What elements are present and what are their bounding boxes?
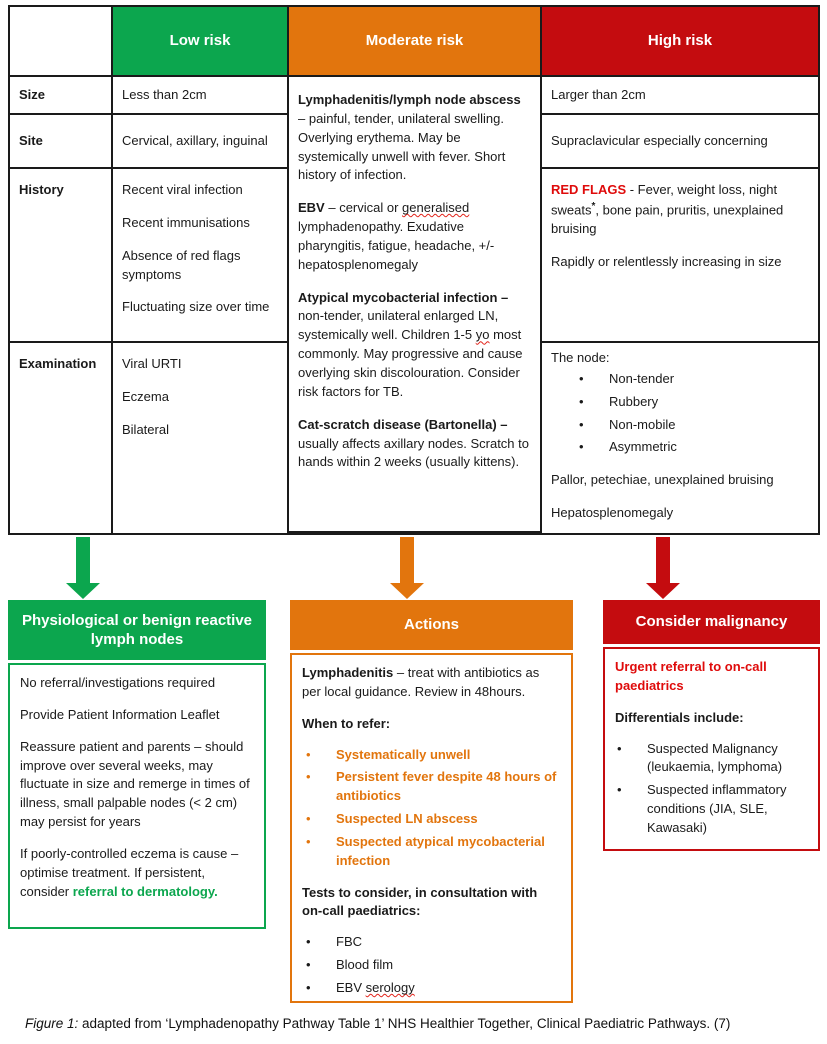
arrow-head xyxy=(390,583,424,599)
row-label-history: History xyxy=(10,169,113,343)
arrow-head xyxy=(646,583,680,599)
list-item: • Suspected atypical mycobacterial infection xyxy=(306,833,545,868)
misspelled-word: yo xyxy=(475,327,490,343)
low-exam-item: Eczema xyxy=(122,388,169,404)
actions-box-title: Actions xyxy=(290,600,573,650)
low-history-item: Absence of red flags symptoms xyxy=(122,247,241,282)
tests-heading: Tests to consider, in consultation with on-call paediatrics: xyxy=(302,884,538,919)
red-down-arrow xyxy=(646,537,680,599)
orange-down-arrow xyxy=(390,537,424,599)
green-down-arrow xyxy=(66,537,100,599)
benign-item: No referral/investigations required xyxy=(20,675,216,690)
red-flags-paragraph: RED FLAGS - Fever, weight loss, night sweats*, bone pain, pruritis, unexplained bruising xyxy=(551,182,784,237)
high-exam-item: Pallor, petechiae, unexplained bruising xyxy=(551,472,774,488)
risk-stratification-table xyxy=(8,5,820,535)
low-history-item: Recent immunisations xyxy=(122,214,250,230)
list-item: • EBV serology xyxy=(306,979,415,995)
row-label-examination: Examination xyxy=(10,343,113,533)
moderate-paragraph-ebv: EBV – cervical or generalised lymphadenopathy. Exudative pharyngitis, fatigue, headache, +/- hepatosplenomegaly xyxy=(298,200,495,272)
low-history-item: Fluctuating size over time xyxy=(122,299,270,315)
low-history-item: Recent viral infection xyxy=(122,182,243,197)
list-item: • Suspected inflammatory conditions (JIA, SLE, Kawasaki) xyxy=(617,782,787,835)
high-size-cell: Larger than 2cm xyxy=(542,77,818,115)
dermatology-referral-highlight: referral to dermatology. xyxy=(72,883,218,899)
tests-list xyxy=(302,933,561,998)
arrow-shaft xyxy=(400,537,414,583)
arrow-shaft xyxy=(76,537,90,583)
moderate-paragraph-lymphadenitis: Lymphadenitis/lymph node abscess – painful, tender, unilateral swelling. Overlying erythema. May be systemically unwell with fever. Short history of infection. xyxy=(298,92,521,183)
low-size-cell: Less than 2cm xyxy=(113,77,289,115)
list-item: • Asymmetric xyxy=(579,439,677,455)
low-site-cell: Cervical, axillary, inguinal xyxy=(113,115,289,169)
low-history-cell xyxy=(113,169,289,343)
footnote-asterisk: * xyxy=(591,200,596,212)
figure-label: Figure 1: xyxy=(25,1016,79,1031)
node-intro: The node: xyxy=(551,350,610,365)
arrow-shaft xyxy=(656,537,670,583)
row-label-size: Size xyxy=(10,77,113,115)
high-history-item: Rapidly or relentlessly increasing in size xyxy=(551,253,782,269)
benign-item: If poorly-controlled eczema is cause – optimise treatment. If persistent, consider referral to dermatology. xyxy=(20,845,239,899)
differentials-heading: Differentials include: xyxy=(615,709,744,725)
list-item: • Rubbery xyxy=(579,393,659,409)
low-risk-header: Low risk xyxy=(113,7,289,77)
low-examination-cell xyxy=(113,343,289,533)
list-item: • Systematically unwell xyxy=(306,746,471,762)
differentials-list xyxy=(615,740,808,838)
misspelled-word: generalised xyxy=(402,200,470,216)
malignancy-box xyxy=(603,600,820,851)
low-exam-item: Viral URTI xyxy=(122,356,182,371)
low-exam-item: Bilateral xyxy=(122,421,169,437)
actions-box xyxy=(290,600,573,1003)
list-item: • Non-mobile xyxy=(579,416,676,432)
actions-lymphadenitis: Lymphadenitis – treat with antibiotics as per local guidance. Review in 48hours. xyxy=(302,665,540,699)
list-item: • Suspected Malignancy (leukaemia, lymphoma) xyxy=(617,740,783,775)
corner-cell xyxy=(10,7,113,77)
list-item: • FBC xyxy=(306,934,362,950)
high-risk-header: High risk xyxy=(542,7,818,77)
high-examination-cell xyxy=(542,343,818,533)
arrow-head xyxy=(66,583,100,599)
list-item: • Suspected LN abscess xyxy=(306,811,478,827)
figure-caption: Figure 1: adapted from ‘Lymphadenopathy Pathway Table 1’ NHS Healthier Together, Clinical Paediatric Pathways. (7) xyxy=(25,1016,731,1031)
row-label-site: Site xyxy=(10,115,113,169)
list-item: • Non-tender xyxy=(579,370,675,386)
high-history-cell xyxy=(542,169,818,343)
benign-item: Reassure patient and parents – should improve over several weeks, may fluctuate in size and remerge in times of illness, small palpable nodes (< 2 cm) may persist for years xyxy=(20,738,250,830)
node-characteristics-list xyxy=(551,370,809,457)
benign-item: Provide Patient Information Leaflet xyxy=(20,706,220,722)
moderate-paragraph-atypical: Atypical mycobacterial infection – non-tender, unilateral enlarged LN, systemically well. Children 1-5 yo most commonly. May progressive and cause overlying skin discolouration. Consider risk factors for TB. xyxy=(298,289,523,399)
benign-outcome-box xyxy=(8,600,266,929)
moderate-risk-header: Moderate risk xyxy=(289,7,542,77)
benign-box-title: Physiological or benign reactive lymph nodes xyxy=(8,600,266,660)
malignancy-box-body xyxy=(603,647,820,851)
high-exam-item: Hepatosplenomegaly xyxy=(551,505,674,521)
actions-box-body xyxy=(290,653,573,1003)
misspelled-word: serology xyxy=(365,979,415,995)
moderate-paragraph-catscratch: Cat-scratch disease (Bartonella) – usually affects axillary nodes. Scratch to hands within 2 weeks (usually kittens). xyxy=(298,416,529,470)
when-to-refer-heading: When to refer: xyxy=(302,715,391,731)
list-item: • Blood film xyxy=(306,957,394,973)
list-item: • Persistent fever despite 48 hours of antibiotics xyxy=(306,769,557,804)
high-site-cell: Supraclavicular especially concerning xyxy=(542,115,818,169)
red-flags-label: RED FLAGS xyxy=(551,182,627,197)
urgent-referral-text: Urgent referral to on-call paediatrics xyxy=(615,659,767,693)
moderate-merged-cell xyxy=(289,77,542,533)
malignancy-box-title: Consider malignancy xyxy=(603,600,820,644)
when-to-refer-list xyxy=(302,746,561,871)
benign-box-body xyxy=(8,663,266,929)
